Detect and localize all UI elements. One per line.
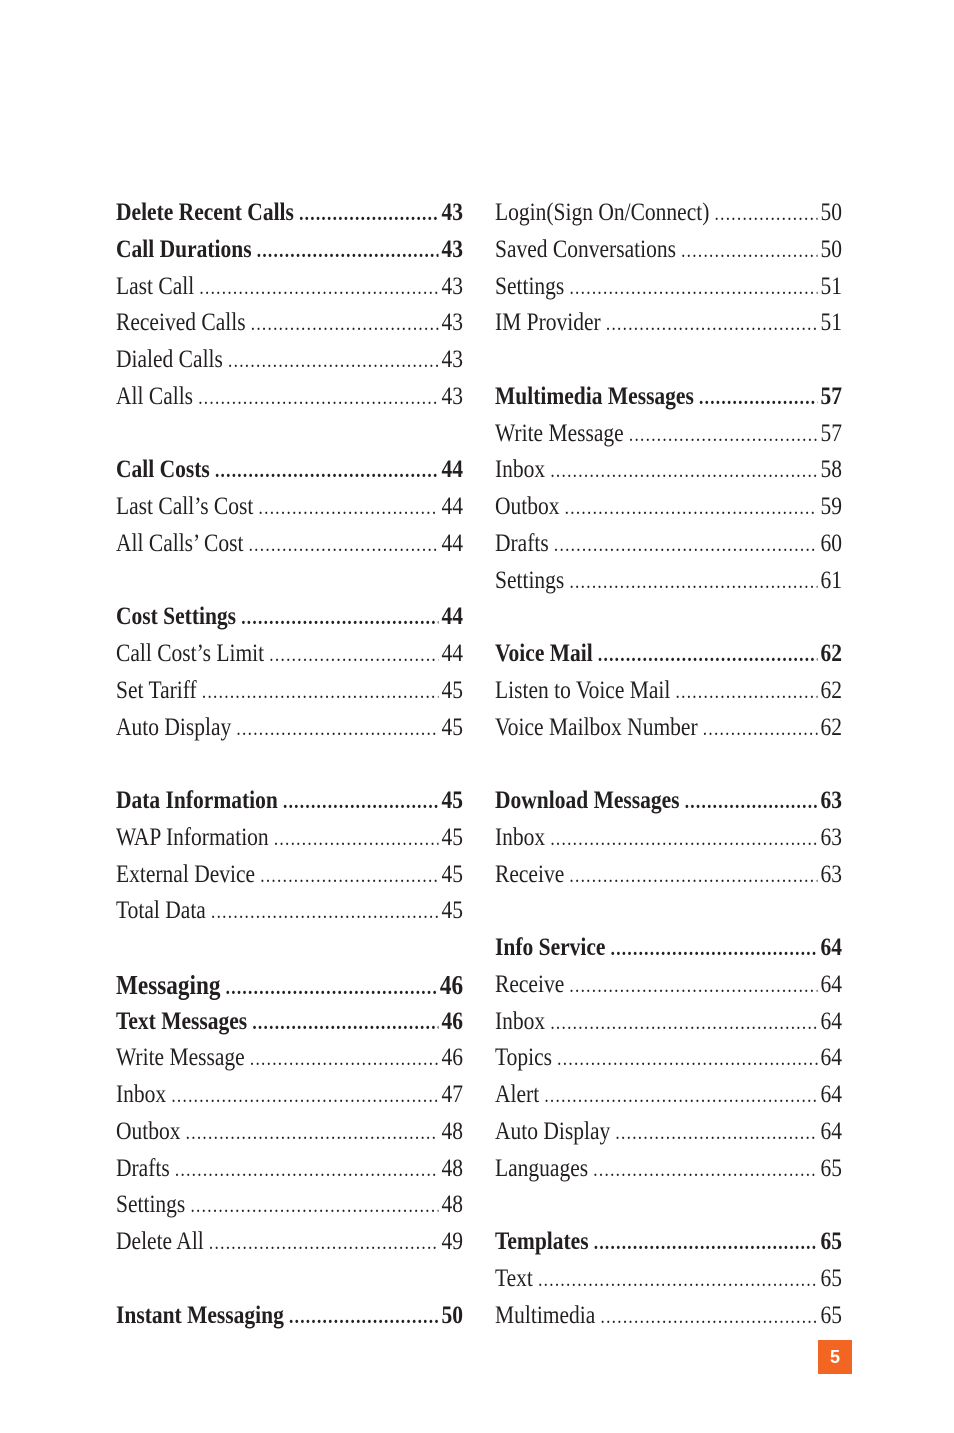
toc-entry-label: Inbox: [116, 1081, 167, 1108]
toc-entry-label: Download Messages: [495, 787, 680, 814]
toc-entry-page: 43: [441, 235, 464, 263]
toc-dot-leader: [175, 1152, 438, 1189]
toc-entry-page: 45: [441, 897, 464, 925]
toc-entry-page: 45: [441, 823, 464, 851]
toc-entry-label: Languages: [495, 1154, 589, 1182]
toc-entry-label: Templates: [495, 1228, 589, 1255]
toc-entry[interactable]: [116, 379, 463, 416]
toc-dot-leader: [594, 1225, 817, 1262]
toc-section-entry[interactable]: [116, 452, 463, 489]
toc-entry-page: 45: [441, 860, 464, 888]
toc-dot-leader: [606, 306, 817, 343]
toc-entry-page: 43: [441, 346, 464, 373]
toc-entry-label: Topics: [495, 1044, 553, 1072]
toc-entry-page: 43: [441, 382, 464, 410]
toc-dot-leader: [198, 380, 438, 417]
toc-entry[interactable]: [116, 305, 463, 342]
toc-dot-leader: [569, 270, 817, 307]
toc-entry-page: 48: [441, 1154, 464, 1182]
toc-section-entry[interactable]: [116, 232, 463, 269]
toc-entry-label: Receive: [495, 970, 565, 998]
toc-entry[interactable]: [495, 1151, 842, 1188]
toc-entry-label: Receive: [495, 860, 565, 888]
toc-entry-page: 44: [441, 603, 464, 631]
toc-entry-page: 43: [441, 272, 464, 300]
toc-spacer: [116, 930, 463, 967]
toc-entry[interactable]: [116, 1151, 463, 1188]
toc-entry[interactable]: [116, 893, 463, 930]
toc-entry[interactable]: [495, 232, 842, 269]
toc-entry-page: 47: [441, 1081, 464, 1108]
toc-dot-leader: [228, 343, 438, 380]
toc-entry-page: 63: [820, 787, 843, 814]
toc-entry-page: 65: [820, 1228, 843, 1255]
toc-entry-label: Call Durations: [116, 235, 252, 263]
toc-entry-label: Delete Recent Calls: [116, 199, 294, 226]
toc-dot-leader: [550, 1005, 817, 1042]
toc-entry[interactable]: [495, 452, 842, 489]
toc-entry-page: 44: [441, 640, 464, 667]
toc-entry-label: Voice Mail: [495, 640, 593, 667]
toc-spacer: [116, 1261, 463, 1298]
toc-entry[interactable]: [495, 1261, 842, 1298]
toc-entry-page: 51: [820, 272, 843, 300]
toc-dot-leader: [703, 711, 817, 748]
toc-entry-label: Write Message: [116, 1044, 245, 1072]
toc-entry-page: 57: [820, 382, 843, 410]
toc-dot-leader: [249, 527, 439, 564]
toc-entry[interactable]: [116, 526, 463, 563]
toc-section-entry[interactable]: [116, 1004, 463, 1041]
toc-section-entry[interactable]: [116, 783, 463, 820]
toc-entry-page: 62: [820, 713, 843, 741]
toc-entry[interactable]: [116, 1077, 463, 1114]
toc-section-entry[interactable]: [495, 379, 842, 416]
toc-entry-label: External Device: [116, 860, 256, 888]
toc-entry-label: Inbox: [495, 1007, 546, 1035]
toc-dot-leader: [274, 821, 438, 858]
toc-entry-label: Text Messages: [116, 1007, 248, 1035]
toc-entry-label: Settings: [116, 1191, 186, 1219]
toc-dot-leader: [685, 784, 817, 821]
toc-dot-leader: [681, 233, 817, 270]
toc-dot-leader: [186, 1115, 438, 1152]
toc-dot-leader: [565, 490, 817, 527]
toc-entry-page: 58: [820, 456, 843, 484]
toc-entry-page: 43: [441, 309, 464, 337]
toc-dot-leader: [259, 490, 439, 527]
toc-dot-leader: [557, 1041, 817, 1078]
toc-dot-leader: [269, 637, 438, 674]
toc-dot-leader: [600, 1299, 817, 1336]
toc-entry-label: Total Data: [116, 897, 206, 925]
toc-dot-leader: [544, 1078, 817, 1115]
toc-entry-page: 62: [820, 640, 843, 667]
toc-entry[interactable]: [116, 1224, 463, 1261]
toc-entry-label: Info Service: [495, 934, 606, 961]
toc-entry-page: 64: [820, 1081, 843, 1108]
toc-entry[interactable]: [495, 1298, 842, 1335]
toc-entry-page: 50: [441, 1301, 464, 1329]
toc-dot-leader: [289, 1299, 438, 1336]
toc-entry[interactable]: [495, 195, 842, 232]
toc-section-entry[interactable]: [495, 636, 842, 673]
toc-entry[interactable]: [116, 1114, 463, 1151]
toc-entry[interactable]: [495, 269, 842, 306]
toc-section-entry[interactable]: [116, 195, 463, 232]
toc-entry[interactable]: [495, 489, 842, 526]
toc-entry-label: Call Costs: [116, 456, 210, 484]
toc-entry[interactable]: [116, 673, 463, 710]
toc-entry-label: All Calls’ Cost: [116, 529, 244, 557]
toc-entry-label: Set Tariff: [116, 676, 197, 704]
toc-entry-label: Outbox: [116, 1117, 181, 1145]
toc-entry-page: 45: [441, 787, 464, 814]
toc-entry-label: All Calls: [116, 382, 194, 410]
toc-entry-label: Settings: [495, 272, 565, 300]
toc-entry-label: Last Call’s Cost: [116, 493, 254, 520]
toc-dot-leader: [615, 1115, 817, 1152]
toc-section-entry[interactable]: [116, 599, 463, 636]
toc-entry-label: Auto Display: [495, 1117, 611, 1145]
toc-entry[interactable]: [495, 1040, 842, 1077]
toc-entry-page: 48: [441, 1117, 464, 1145]
toc-entry-label: Last Call: [116, 272, 195, 300]
toc-entry-label: Settings: [495, 566, 565, 594]
toc-entry-label: Inbox: [495, 456, 546, 484]
toc-dot-leader: [676, 674, 818, 711]
toc-entry-page: 45: [441, 713, 464, 741]
toc-entry-page: 60: [820, 529, 843, 557]
toc-entry[interactable]: [495, 1114, 842, 1151]
toc-entry-label: Inbox: [495, 823, 546, 851]
toc-entry[interactable]: [495, 563, 842, 600]
toc-entry[interactable]: [116, 1040, 463, 1077]
toc-entry-page: 49: [441, 1228, 464, 1255]
toc-dot-leader: [202, 674, 438, 711]
toc-entry[interactable]: [116, 1187, 463, 1224]
toc-spacer: [495, 746, 842, 783]
toc-dot-leader: [250, 1041, 438, 1078]
toc-entry-page: 46: [441, 1044, 464, 1072]
toc-entry-page: 63: [820, 823, 843, 851]
toc-spacer: [495, 893, 842, 930]
toc-entry-page: 64: [820, 1044, 843, 1072]
toc-entry-label: Cost Settings: [116, 603, 237, 631]
toc-dot-leader: [260, 858, 438, 895]
toc-spacer: [116, 563, 463, 600]
toc-dot-leader: [209, 1225, 438, 1262]
toc-entry-page: 44: [441, 493, 464, 520]
toc-entry-label: Write Message: [495, 419, 624, 447]
toc-entry-label: Received Calls: [116, 309, 246, 337]
toc-entry-page: 44: [441, 456, 464, 484]
toc-entry-page: 65: [820, 1264, 843, 1292]
toc-dot-leader: [190, 1188, 438, 1225]
toc-entry[interactable]: [495, 857, 842, 894]
toc-entry[interactable]: [116, 342, 463, 379]
toc-entry-label: Drafts: [116, 1154, 170, 1182]
toc-entry[interactable]: [116, 820, 463, 857]
toc-entry-label: Delete All: [116, 1228, 204, 1255]
toc-entry[interactable]: [495, 967, 842, 1004]
toc-entry-page: 50: [820, 235, 843, 263]
toc-dot-leader: [252, 1005, 438, 1042]
toc-dot-leader: [569, 858, 817, 895]
toc-entry[interactable]: [116, 857, 463, 894]
toc-entry-page: 64: [820, 1117, 843, 1145]
toc-entry-page: 48: [441, 1191, 464, 1219]
toc-entry-label: Call Cost’s Limit: [116, 640, 265, 667]
toc-entry-label: Alert: [495, 1081, 540, 1108]
toc-entry-label: Voice Mailbox Number: [495, 713, 698, 741]
toc-right-column: [495, 195, 842, 1334]
toc-entry-label: Multimedia: [495, 1301, 596, 1329]
toc-entry-label: Login(Sign On/Connect): [495, 199, 710, 226]
toc-section-entry[interactable]: [495, 1224, 842, 1261]
toc-dot-leader: [629, 417, 817, 454]
toc-entry-label: Drafts: [495, 529, 549, 557]
toc-entry[interactable]: [495, 416, 842, 453]
toc-entry-page: 63: [820, 860, 843, 888]
toc-entry-label: Messaging: [116, 969, 221, 1000]
toc-dot-leader: [299, 196, 438, 233]
toc-entry[interactable]: [116, 710, 463, 747]
toc-entry-label: Dialed Calls: [116, 346, 223, 373]
toc-dot-leader: [569, 564, 817, 601]
toc-entry[interactable]: [495, 710, 842, 747]
toc-entry-page: 64: [820, 970, 843, 998]
toc-entry-label: IM Provider: [495, 309, 601, 337]
toc-entry-page: 64: [820, 1007, 843, 1035]
toc-dot-leader: [283, 784, 438, 821]
toc-dot-leader: [699, 380, 817, 417]
toc-entry-page: 50: [820, 199, 843, 226]
toc-entry-label: Data Information: [116, 787, 278, 814]
toc-entry-label: Outbox: [495, 493, 560, 520]
toc-entry-label: Text: [495, 1264, 533, 1292]
toc-dot-leader: [171, 1078, 438, 1115]
toc-entry-label: Listen to Voice Mail: [495, 676, 671, 704]
toc-section-entry[interactable]: [495, 783, 842, 820]
toc-dot-leader: [226, 970, 437, 1007]
toc-dot-leader: [569, 968, 817, 1005]
toc-spacer: [495, 599, 842, 636]
page-number-badge: 5: [818, 1340, 852, 1374]
toc-entry-page: 64: [820, 934, 843, 961]
toc-entry-page: 46: [439, 969, 464, 1000]
toc-entry-page: 46: [441, 1007, 464, 1035]
toc-entry-page: 45: [441, 676, 464, 704]
toc-entry-page: 43: [441, 199, 464, 226]
toc-entry-page: 61: [820, 566, 843, 594]
toc-entry[interactable]: [495, 526, 842, 563]
toc-entry-page: 65: [820, 1301, 843, 1329]
toc-entry-label: Multimedia Messages: [495, 382, 694, 410]
toc-dot-leader: [211, 894, 438, 931]
toc-section-entry[interactable]: [116, 967, 463, 1004]
toc-dot-leader: [593, 1152, 817, 1189]
toc-spacer: [495, 342, 842, 379]
toc-left-column: [116, 195, 463, 1334]
toc-dot-leader: [550, 821, 817, 858]
toc-entry-page: 57: [820, 419, 843, 447]
toc-section-entry[interactable]: [495, 930, 842, 967]
toc-entry[interactable]: [495, 305, 842, 342]
toc-dot-leader: [550, 453, 817, 490]
toc-dot-leader: [241, 600, 438, 637]
toc-entry-page: 59: [820, 493, 843, 520]
toc-dot-leader: [715, 196, 818, 233]
toc-entry-page: 44: [441, 529, 464, 557]
toc-spacer: [116, 416, 463, 453]
toc-entry[interactable]: [495, 673, 842, 710]
toc-dot-leader: [215, 453, 438, 490]
toc-entry[interactable]: [495, 1077, 842, 1114]
toc-entry-label: WAP Information: [116, 823, 269, 851]
toc-entry-page: 51: [820, 309, 843, 337]
toc-dot-leader: [236, 711, 438, 748]
toc-entry-label: Auto Display: [116, 713, 232, 741]
toc-dot-leader: [251, 306, 438, 343]
toc-entry[interactable]: [116, 269, 463, 306]
toc-dot-leader: [257, 233, 438, 270]
toc-dot-leader: [598, 637, 817, 674]
toc-section-entry[interactable]: [116, 1298, 463, 1335]
toc-spacer: [495, 1187, 842, 1224]
toc-entry-page: 62: [820, 676, 843, 704]
toc-entry[interactable]: [116, 636, 463, 673]
toc-dot-leader: [554, 527, 817, 564]
toc-spacer: [116, 746, 463, 783]
toc-dot-leader: [538, 1262, 817, 1299]
toc-dot-leader: [611, 931, 817, 968]
toc-entry-page: 65: [820, 1154, 843, 1182]
toc-entry-label: Instant Messaging: [116, 1301, 284, 1329]
toc-entry[interactable]: [495, 1004, 842, 1041]
toc-entry[interactable]: [116, 489, 463, 526]
toc-entry[interactable]: [495, 820, 842, 857]
toc-entry-label: Saved Conversations: [495, 235, 676, 263]
toc-dot-leader: [199, 270, 438, 307]
